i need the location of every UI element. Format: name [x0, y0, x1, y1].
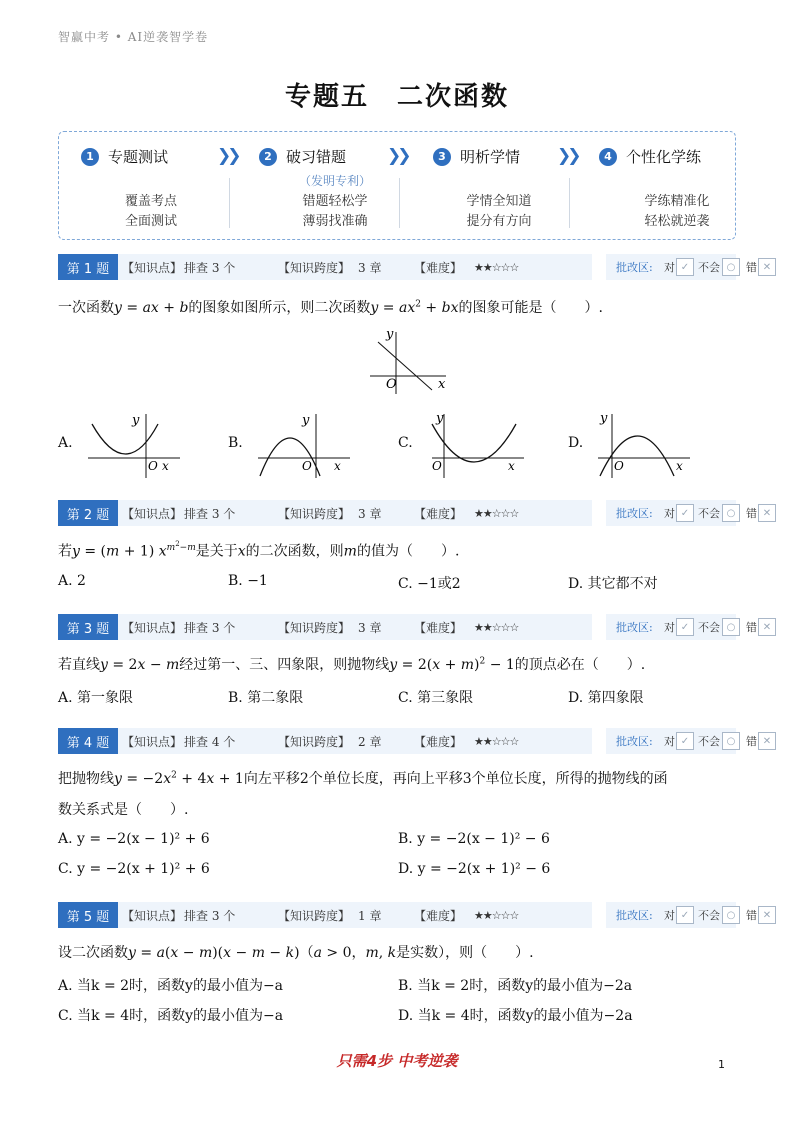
question-3-stem: 若直线y = 2x − m经过第一、三、四象限，则抛物线$y = 2(x + m)^2 - 1$的顶点必在（ ）. [58, 656, 646, 673]
unsure-checkbox[interactable]: ○ [722, 732, 740, 750]
correct-checkbox[interactable]: ✓ [676, 906, 694, 924]
unsure-checkbox[interactable]: ○ [722, 618, 740, 636]
unsure-label: 不会 [698, 909, 720, 922]
svg-text:x: x [508, 459, 515, 473]
difficulty-label: 【难度】 [414, 620, 463, 635]
step-4 [599, 146, 759, 229]
span-value: 2 章 [358, 734, 382, 749]
option-b[interactable]: B. [228, 435, 243, 451]
wrong-checkbox[interactable]: ✕ [758, 906, 776, 924]
knowledge-label: 【知识点】 [122, 908, 183, 923]
step-title: 专题测试 [108, 148, 169, 166]
question-5-stem: 设二次函数y = a(x − m)(x − m − k)（a > 0，m, k是实数），则（ ）. [58, 945, 534, 961]
difficulty-label: 【难度】 [414, 734, 463, 749]
grade-zone-label: 批改区: [616, 735, 653, 748]
difficulty-stars: ★★☆☆☆ [474, 734, 519, 748]
step-line: 错题轻松学 [302, 194, 368, 209]
wrong-label: 错 [746, 909, 757, 922]
option-a[interactable]: A. 2 [58, 573, 86, 589]
difficulty-stars: ★★☆☆☆ [474, 260, 519, 274]
span-label: 【知识跨度】 [278, 620, 351, 635]
steps-panel [58, 131, 736, 240]
page-number: 1 [718, 1058, 725, 1071]
svg-text:x: x [162, 459, 169, 473]
option-c[interactable]: C. −1或2 [398, 576, 461, 592]
knowledge-label: 【知识点】 [122, 260, 183, 275]
span-value: 3 章 [358, 260, 382, 275]
grading-zone [606, 614, 772, 640]
wrong-label: 错 [746, 621, 757, 634]
grade-zone-label: 批改区: [616, 909, 653, 922]
wrong-checkbox[interactable]: ✕ [758, 732, 776, 750]
option-c[interactable]: C. [398, 435, 413, 451]
option-d[interactable]: D. 当k = 4时，函数y的最小值为−2a [398, 1008, 633, 1024]
knowledge-label: 【知识点】 [122, 620, 183, 635]
correct-checkbox[interactable]: ✓ [676, 504, 694, 522]
brand-header: 智赢中考 • AI逆袭智学卷 [58, 30, 209, 44]
question-bar [58, 902, 772, 928]
question-meta [118, 902, 592, 928]
span-value: 3 章 [358, 620, 382, 635]
grade-zone-label: 批改区: [616, 261, 653, 274]
knowledge-value: 排查 3 个 [184, 260, 236, 275]
wrong-label: 错 [746, 735, 757, 748]
step-line: 覆盖考点 [124, 194, 177, 209]
correct-checkbox[interactable]: ✓ [676, 732, 694, 750]
question-bar [58, 728, 772, 754]
option-a[interactable]: A. [58, 435, 73, 451]
unsure-checkbox[interactable]: ○ [722, 504, 740, 522]
span-label: 【知识跨度】 [278, 908, 351, 923]
correct-label: 对 [664, 507, 675, 520]
step-title: 破习错题 [286, 148, 347, 166]
span-label: 【知识跨度】 [278, 260, 351, 275]
correct-checkbox[interactable]: ✓ [676, 258, 694, 276]
svg-text:y: y [600, 411, 608, 426]
question-1-stem: 一次函数y = ax + b的图象如图所示，则二次函数$y = ax^2$ + bx的图象可能是（ ）. [58, 299, 603, 316]
knowledge-value: 排查 3 个 [184, 620, 236, 635]
question-2-stem: 若y = (m + 1) $x^{m^2-m}$是关于x的二次函数，则m的值为（ ）. [58, 540, 460, 560]
graph-option-b [254, 410, 354, 480]
wrong-label: 错 [746, 261, 757, 274]
option-c[interactable]: C. y = −2(x + 1)² + 6 [58, 861, 210, 877]
footer-slogan: 只需4步 中考逆袭 [336, 1052, 458, 1070]
correct-checkbox[interactable]: ✓ [676, 618, 694, 636]
linear-function-graph [360, 326, 450, 398]
option-a[interactable]: A. y = −2(x − 1)² + 6 [58, 831, 210, 847]
step-number: 3 [433, 148, 451, 166]
span-value: 3 章 [358, 506, 382, 521]
span-value: 1 章 [358, 908, 382, 923]
difficulty-label: 【难度】 [414, 506, 463, 521]
svg-text:y: y [132, 413, 140, 428]
step-number: 1 [81, 148, 99, 166]
wrong-checkbox[interactable]: ✕ [758, 504, 776, 522]
step-title: 明析学情 [460, 148, 521, 166]
grade-zone-label: 批改区: [616, 621, 653, 634]
unsure-label: 不会 [698, 261, 720, 274]
knowledge-label: 【知识点】 [122, 734, 183, 749]
option-a[interactable]: A. 当k = 2时，函数y的最小值为−a [58, 978, 284, 994]
option-d[interactable]: D. 第四象限 [568, 690, 644, 706]
svg-text:O: O [148, 459, 158, 473]
unsure-checkbox[interactable]: ○ [722, 906, 740, 924]
svg-text:y: y [302, 413, 310, 428]
graph-option-d [594, 410, 694, 480]
grading-zone [606, 254, 772, 280]
unsure-checkbox[interactable]: ○ [722, 258, 740, 276]
step-line: 学情全知道 [466, 194, 532, 209]
wrong-label: 错 [746, 507, 757, 520]
step-line: 学练精准化 [644, 194, 710, 209]
knowledge-label: 【知识点】 [122, 506, 183, 521]
question-number: 第 2 题 [58, 500, 118, 526]
question-bar [58, 254, 772, 280]
knowledge-value: 排查 3 个 [184, 908, 236, 923]
divider [569, 178, 570, 228]
step-number: 4 [599, 148, 617, 166]
svg-text:x: x [334, 459, 341, 473]
question-number: 第 3 题 [58, 614, 118, 640]
step-line: 全面测试 [124, 214, 177, 229]
grade-zone-label: 批改区: [616, 507, 653, 520]
question-bar [58, 614, 772, 640]
divider [399, 178, 400, 228]
svg-text:x: x [676, 459, 683, 473]
chevron-right-icon: ❯❯ [387, 146, 408, 166]
question-number: 第 5 题 [58, 902, 118, 928]
difficulty-stars: ★★☆☆☆ [474, 620, 519, 634]
option-b[interactable]: B. −1 [228, 573, 268, 589]
option-b[interactable]: B. 第二象限 [228, 690, 304, 706]
step-line: 薄弱找准确 [302, 214, 368, 229]
difficulty-stars: ★★☆☆☆ [474, 506, 519, 520]
question-meta [118, 614, 592, 640]
svg-text:y: y [436, 411, 444, 426]
grading-zone [606, 902, 772, 928]
correct-label: 对 [664, 909, 675, 922]
chevron-right-icon: ❯❯ [557, 146, 578, 166]
question-meta [118, 728, 592, 754]
option-d[interactable]: D. y = −2(x + 1)² − 6 [398, 861, 551, 877]
option-d[interactable]: D. [568, 435, 584, 451]
unsure-label: 不会 [698, 735, 720, 748]
grading-zone [606, 728, 772, 754]
span-label: 【知识跨度】 [278, 506, 351, 521]
unsure-label: 不会 [698, 621, 720, 634]
difficulty-label: 【难度】 [414, 908, 463, 923]
option-c[interactable]: C. 第三象限 [398, 690, 474, 706]
knowledge-value: 排查 4 个 [184, 734, 236, 749]
option-d[interactable]: D. 其它都不对 [568, 576, 658, 592]
question-number: 第 1 题 [58, 254, 118, 280]
difficulty-stars: ★★☆☆☆ [474, 908, 519, 922]
chevron-right-icon: ❯❯ [217, 146, 238, 166]
step-line: 轻松就逆袭 [644, 214, 710, 229]
step-subtitle: （发明专利） [298, 174, 371, 188]
question-number: 第 4 题 [58, 728, 118, 754]
question-meta [118, 500, 592, 526]
wrong-checkbox[interactable]: ✕ [758, 258, 776, 276]
svg-text:O: O [614, 459, 624, 473]
correct-label: 对 [664, 621, 675, 634]
page-title: 专题五 二次函数 [284, 82, 509, 112]
divider [229, 178, 230, 228]
difficulty-label: 【难度】 [414, 260, 463, 275]
span-label: 【知识跨度】 [278, 734, 351, 749]
svg-text:x: x [438, 377, 446, 392]
question-4-stem: 把抛物线$y = -2x^2 + 4x + 1$向左平移2个单位长度，再向上平移3个单位长度，所得的抛物线的函 [58, 770, 668, 787]
step-line: 提分有方向 [466, 214, 532, 229]
correct-label: 对 [664, 735, 675, 748]
question-bar [58, 500, 772, 526]
option-b[interactable]: B. 当k = 2时，函数y的最小值为−2a [398, 978, 633, 994]
graph-option-c [428, 410, 528, 480]
knowledge-value: 排查 3 个 [184, 506, 236, 521]
svg-text:O: O [386, 377, 397, 392]
svg-text:y: y [386, 327, 394, 342]
step-number: 2 [259, 148, 277, 166]
question-4-stem-line2: 数关系式是（ ）. [58, 802, 189, 818]
question-meta [118, 254, 592, 280]
graph-option-a [84, 410, 184, 480]
option-a[interactable]: A. 第一象限 [58, 690, 134, 706]
wrong-checkbox[interactable]: ✕ [758, 618, 776, 636]
option-b[interactable]: B. y = −2(x − 1)² − 6 [398, 831, 550, 847]
option-c[interactable]: C. 当k = 4时，函数y的最小值为−a [58, 1008, 284, 1024]
svg-text:O: O [302, 459, 312, 473]
correct-label: 对 [664, 261, 675, 274]
unsure-label: 不会 [698, 507, 720, 520]
svg-text:O: O [432, 459, 442, 473]
step-title: 个性化学练 [626, 148, 702, 166]
grading-zone [606, 500, 772, 526]
